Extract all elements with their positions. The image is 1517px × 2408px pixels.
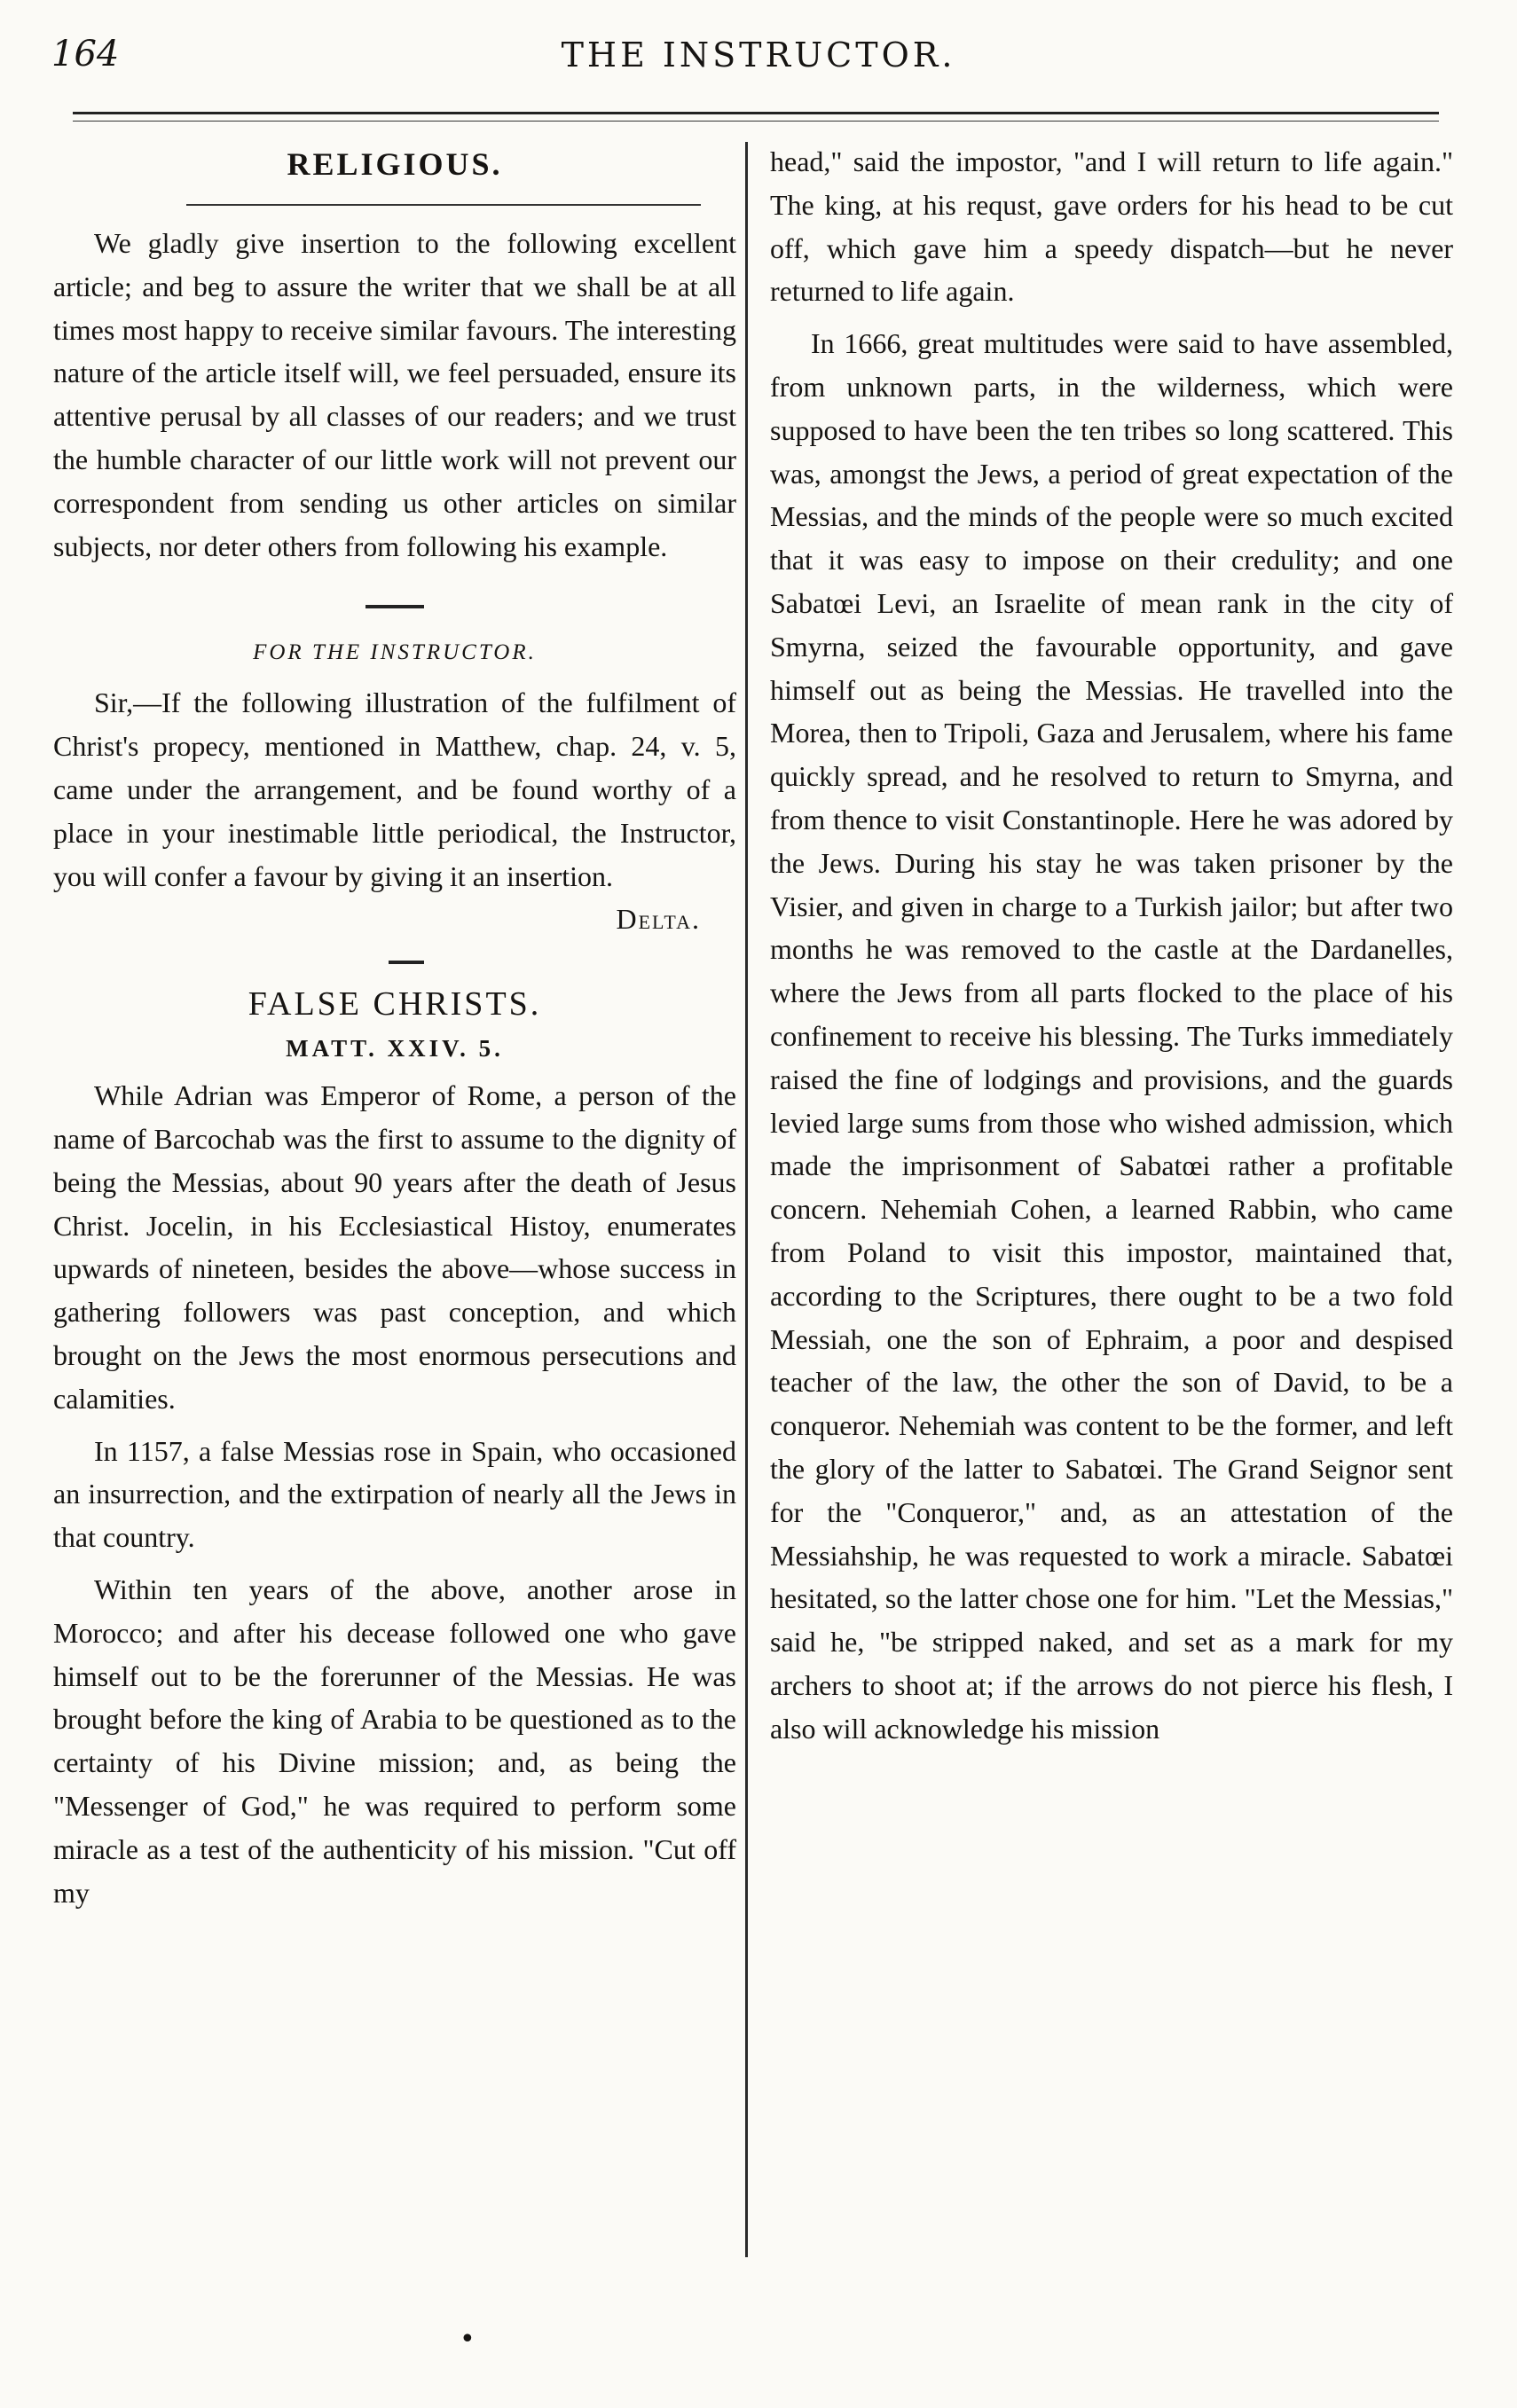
paragraph-continued: head," said the impostor, "and I will return to life again." The king, at his requst, gave orders for his head to be cut off, which gave him a speedy dispatch—but he never returned to life again. xyxy=(770,145,1453,308)
letter-heading: FOR THE INSTRUCTOR. xyxy=(253,640,537,665)
editor-note: We gladly give insertion to the following excellent article; and beg to assure the writer that we shall be at all times most happy to receive similar favours. The interesting nature of the article itself will, we feel persuaded, ensure its attentive perusal by all classes of our readers; and we trust the humble character of our little work will not prevent our correspondent from sending us other articles on similar subjects, nor deter others from following his example. xyxy=(53,227,736,562)
separator-dash-small xyxy=(389,961,424,964)
scripture-reference: MATT. XXIV. 5. xyxy=(286,1035,504,1063)
article-title: FALSE CHRISTS. xyxy=(248,985,542,1024)
header-rule-thin xyxy=(73,121,1439,122)
header-rule xyxy=(73,112,1439,114)
letter-body: Sir,—If the following illustration of the fulfilment of Christ's propecy, mentioned in Matthew, chap. 24, v. 5, came under the arrangement, and be found worthy of a place in your inestimable little periodical, the Instructor, you will confer a favour by giving it an insertion. xyxy=(53,686,736,892)
paragraph: In 1666, great multitudes were said to have assembled, from unknown parts, in the wilderness, which were supposed to have been the ten tribes so long scattered. This was, amongst the Jews, a period of great expectation of the Messias, and the minds of the people were so much excited that it was easy to impose on their credulity; and one Sabatœi Levi, an Israelite of mean rank in the city of Smyrna, seized the favourable opportunity, and gave himself out as being the Messias. He travelled into the Morea, then to Tripoli, Gaza and Jerusalem, where his fame quickly spread, and he resolved to return to Smyrna, and from thence to visit Constantinople. Here he was adored by the Jews. During his stay he was taken prisoner by the Visier, and given in charge to a Turkish jailor; but after two months he was removed to the castle at the Dardanelles, where the Jews from all parts flocked to the place of his confinement to receive his blessing. The Turks immediately raised the fine of lodgings and provisions, and the guards levied large sums from those who wished admission, which made the imprisonment of Sabatœi rather a profitable concern. Nehemiah Cohen, a learned Rabbin, who came from Poland to visit this impostor, maintained that, according to the Scriptures, there ought to be a two fold Messiah, one the son of Ephraim, a poor and despised teacher of the law, the other the son of David, to be a conqueror. Nehemiah was content to be the former, and left the glory of the latter to Sabatœi. The Grand Seignor sent for the "Conqueror," and, as an attestation of the Messiahship, he was requested to work a miracle. Sabatœi hesitated, so the latter chose one for him. "Let the Messias," said he, "be stripped naked, and set as a mark for my archers to shoot at; if the arrows do not pierce his flesh, I also will acknowledge his mission xyxy=(770,327,1453,1745)
paragraph: While Adrian was Emperor of Rome, a person of the name of Barcochab was the first to assume to the dignity of being the Messias, about 90 years after the death of Jesus Christ. Jocelin, in his Ecclesiastical Histoy, enumerates upwards of nineteen, besides the above—whose success in gathering followers was past conception, and which brought on the Jews the most enormous persecutions and calamities. xyxy=(53,1079,736,1415)
running-title: THE INSTRUCTOR. xyxy=(561,35,956,75)
column-divider xyxy=(745,142,748,2257)
page-number: 164 xyxy=(51,34,120,75)
section-heading: RELIGIOUS. xyxy=(287,146,503,182)
separator-dash xyxy=(365,605,424,608)
footer-mark: • xyxy=(460,2324,476,2355)
left-column xyxy=(53,140,736,1914)
paragraph: Within ten years of the above, another arose in Morocco; and after his decease followed one who gave himself out to be the forerunner of the Messias. He was brought before the king of Arabia to be questioned as to the certainty of his Divine mission; and, as being the "Messenger of God," he was required to perform some miracle as a test of the authenticity of his mission. "Cut off my xyxy=(53,1573,736,1909)
paragraph: In 1157, a false Messias rose in Spain, who occasioned an insurrection, and the extirpation of nearly all the Jews in that country. xyxy=(53,1434,736,1554)
signature: Delta. xyxy=(616,903,701,936)
right-column xyxy=(770,140,1453,1750)
section-rule xyxy=(186,204,701,206)
